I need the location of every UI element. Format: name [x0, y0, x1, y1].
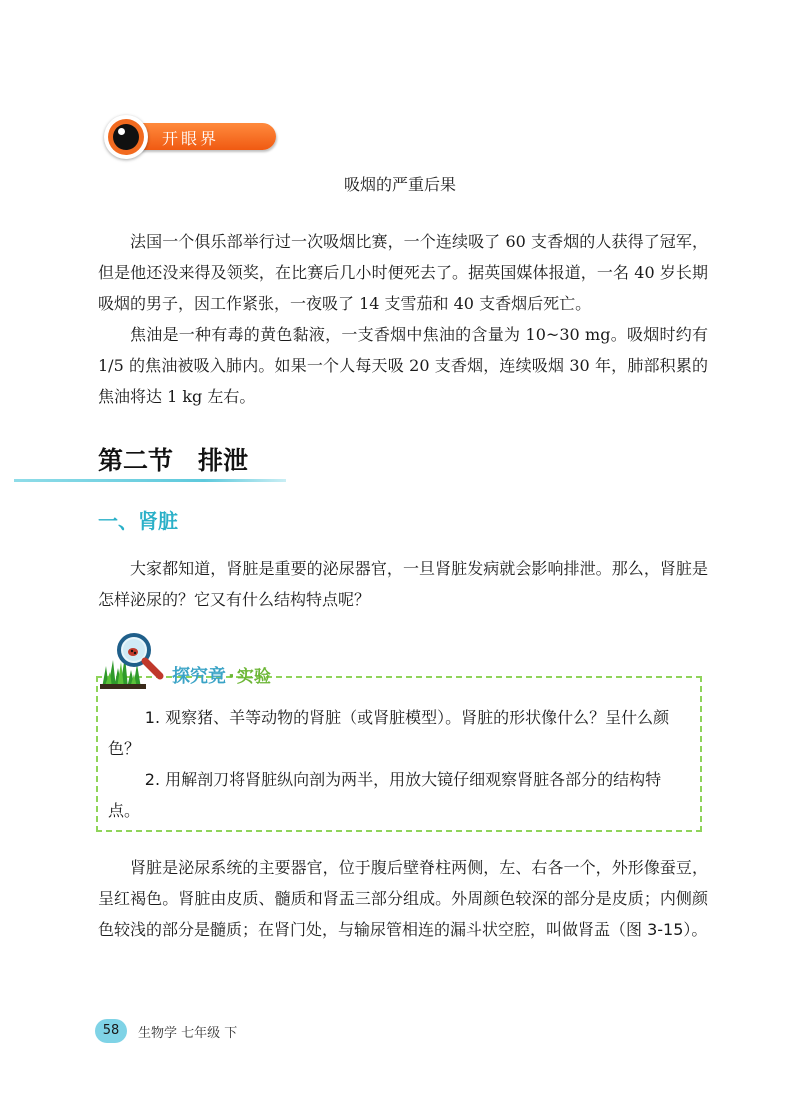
body-text: 肾脏是泌尿系统的主要器官，位于腹后壁脊柱两侧，左、右各一个，外形像蚕豆，呈红褐色。肾脏由皮质、髓质和肾盂三部分组成。外周颜色较深的部分是皮质；内侧颜色较浅的部分是髓质；在肾门处，与输尿管相连的漏斗状空腔，叫做肾盂（图 3-15）。: [98, 858, 708, 939]
magnifier-icon: [100, 626, 170, 690]
intro-paragraph: [98, 553, 708, 615]
subsection-heading: 一、肾脏: [98, 509, 178, 533]
intro-text: 大家都知道，肾脏是重要的泌尿器官，一旦肾脏发病就会影响排泄。那么，肾脏是怎样泌尿的？它又有什么结构特点呢？: [98, 559, 708, 609]
callout-paragraph: 法国一个俱乐部举行过一次吸烟比赛，一个连续吸了 60 支香烟的人获得了冠军，但是他还没来得及领奖，在比赛后几小时便死去了。据英国媒体报道，一名 40 岁长期吸烟的男子，因工作紧张，一夜吸了 14 支雪茄和 40 支香烟后死亡。: [98, 232, 708, 313]
section-divider: [14, 479, 286, 482]
callout-title: 吸烟的严重后果: [343, 175, 456, 194]
body-paragraph: [98, 852, 708, 945]
explore-title: 探究竟 · 实验: [172, 666, 271, 687]
book-title: 生物学 七年级 下: [138, 1026, 238, 1041]
explore-title-main: 探究竟: [172, 666, 226, 687]
explore-item: 2. 用解剖刀将肾脏纵向剖为两半，用放大镜仔细观察肾脏各部分的结构特点。: [108, 770, 662, 820]
explore-item: 1. 观察猪、羊等动物的肾脏（或肾脏模型）。肾脏的形状像什么？呈什么颜色？: [108, 708, 670, 758]
callout-paragraph: 焦油是一种有毒的黄色黏液，一支香烟中焦油的含量为 10~30 mg。吸烟时约有 1/5 的焦油被吸入肺内。如果一个人每天吸 20 支香烟，连续吸烟 30 年，肺部积累的焦油将达 1 kg 左右。: [98, 325, 708, 406]
explore-list: [96, 702, 702, 826]
eye-icon: [104, 115, 148, 159]
callout-badge: [104, 115, 276, 161]
callout-body: [98, 226, 708, 412]
callout-badge-label: 开眼界: [162, 129, 220, 148]
section-heading: 第二节 排泄: [98, 446, 249, 475]
page-number: 58: [95, 1019, 127, 1043]
explore-title-sub: 实验: [236, 667, 271, 687]
